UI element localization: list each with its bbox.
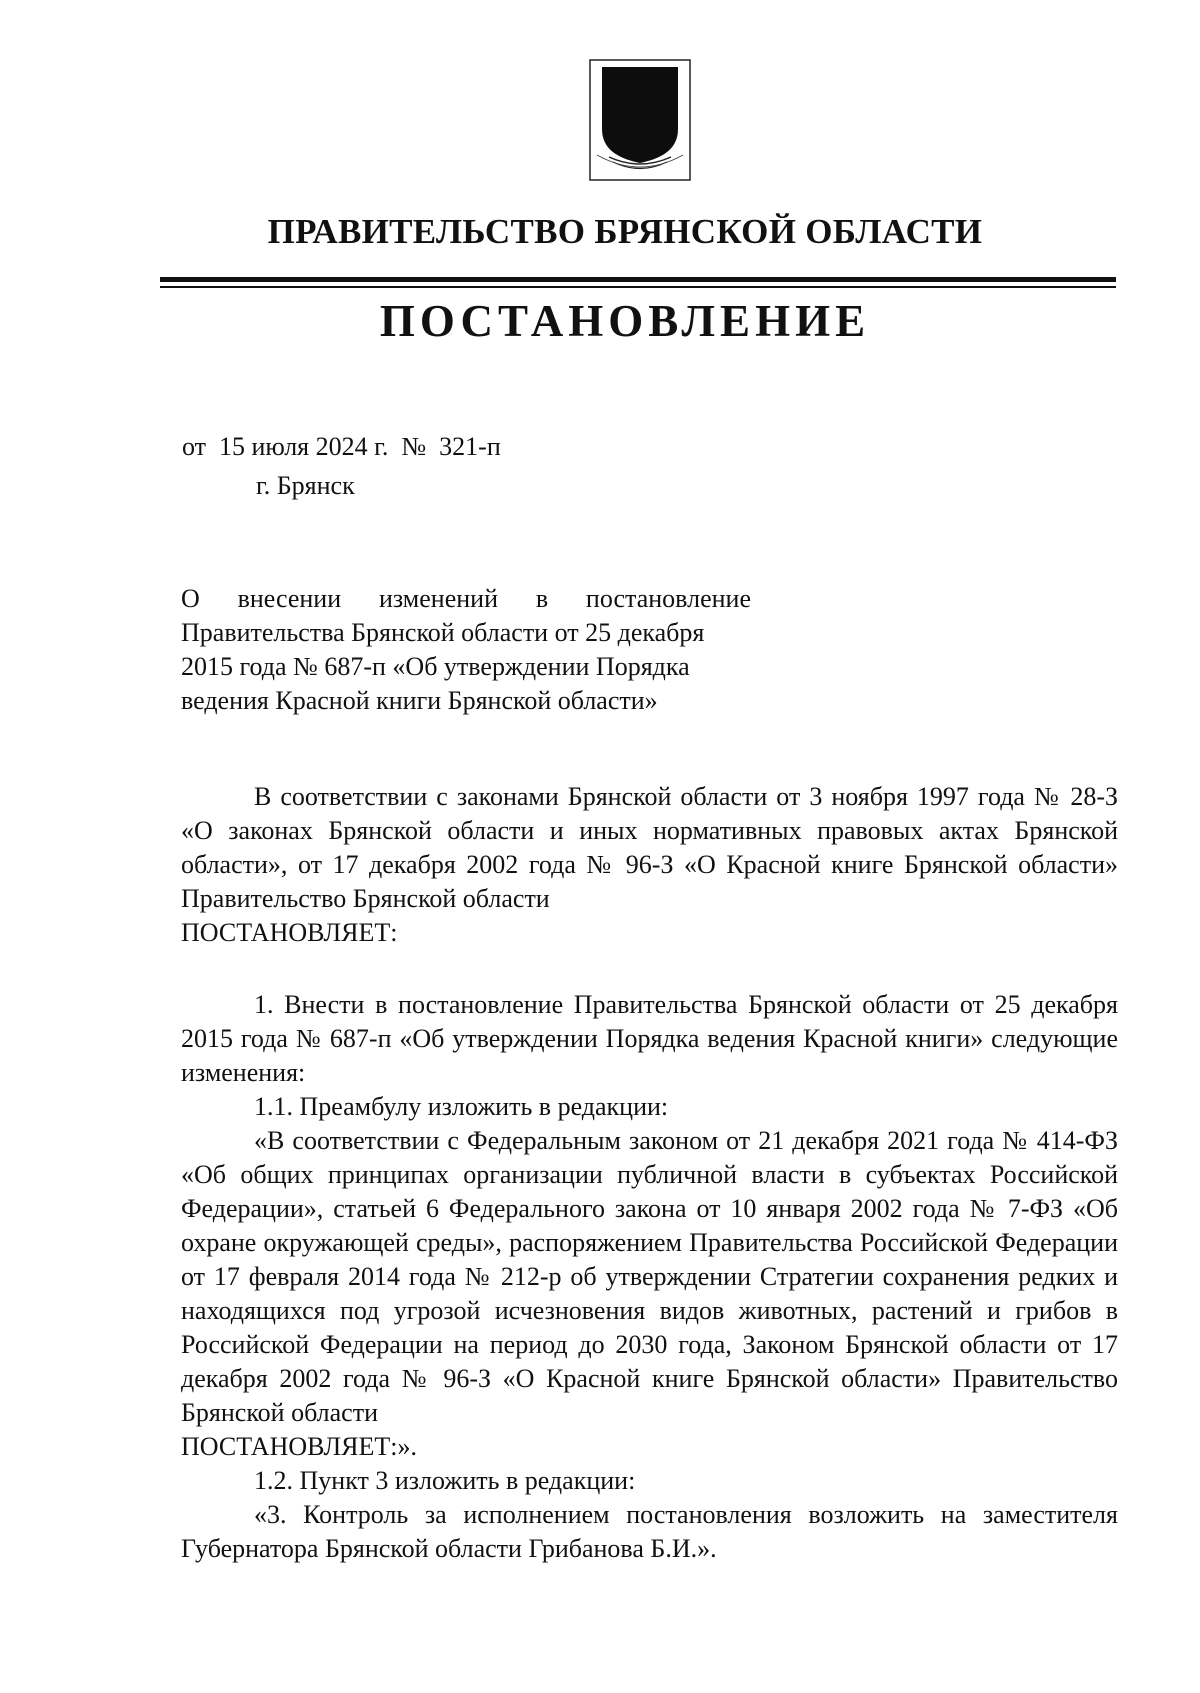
item-1-paragraph: 1. Внести в постановление Правительства Брянской области от 25 декабря 2015 года № 687-п «Об утверждении Порядка ведения Красной книги» следующие изменения: <box>181 990 1118 1087</box>
header-rule-thick <box>160 277 1116 282</box>
document-type-title: ПОСТАНОВЛЕНИЕ <box>379 296 871 346</box>
item-1-1-paragraph: 1.1. Преамбулу изложить в редакции: <box>254 1092 669 1121</box>
document-date-number: от 15 июля 2024 г. № 321-п <box>182 432 501 461</box>
subject-line: Правительства Брянской области от 25 декабря <box>181 618 705 647</box>
item-1-1-text: «В соответствии с Федеральным законом от 21 декабря 2021 года № 414-ФЗ «Об общих принципах организации публичной власти в субъектах Российской Федерации», статьей 6 Федерального закона от 10 января 2002 года № 7-ФЗ «Об охране окружающей среды», распоряжением Правительства Российской Федерации от 17 февраля 2014 года № 212-р об утверждении Стратегии сохранения редких и находящихся под угрозой исчезновения видов животных, растений и грибов в Российской Федерации на период до 2030 года, Законом Брянской области от 17 декабря 2002 года № 96-З «О Красной книге Брянской области» Правительство Брянской области <box>181 1126 1118 1427</box>
preamble-paragraph: В соответствии с законами Брянской области от 3 ноября 1997 года № 28-З «О законах Брянской области и иных нормативных правовых актах Брянской области», от 17 декабря 2002 года № 96-З «О Красной книге Брянской области» Правительство Брянской области <box>181 782 1118 913</box>
government-title: ПРАВИТЕЛЬСТВО БРЯНСКОЙ ОБЛАСТИ <box>267 212 983 251</box>
subject-line: О внесении изменений в постановление <box>181 584 751 613</box>
subject-line: 2015 года № 687-п «Об утверждении Порядка <box>181 652 690 681</box>
subject-line: ведения Красной книги Брянской области» <box>181 686 658 715</box>
resolves-word: ПОСТАНОВЛЯЕТ: <box>181 918 398 947</box>
item-1-1-resolves: ПОСТАНОВЛЯЕТ:». <box>181 1432 417 1461</box>
document-city: г. Брянск <box>256 471 355 500</box>
header-rule-thin <box>160 286 1116 288</box>
item-1-2-text: «3. Контроль за исполнением постановления возложить на заместителя Губернатора Брянской области Грибанова Б.И.». <box>181 1500 1118 1563</box>
coat-of-arms-icon <box>589 59 691 181</box>
document-body <box>181 780 1118 1566</box>
document-subject <box>181 582 751 718</box>
item-1-2-paragraph: 1.2. Пункт 3 изложить в редакции: <box>254 1466 636 1495</box>
